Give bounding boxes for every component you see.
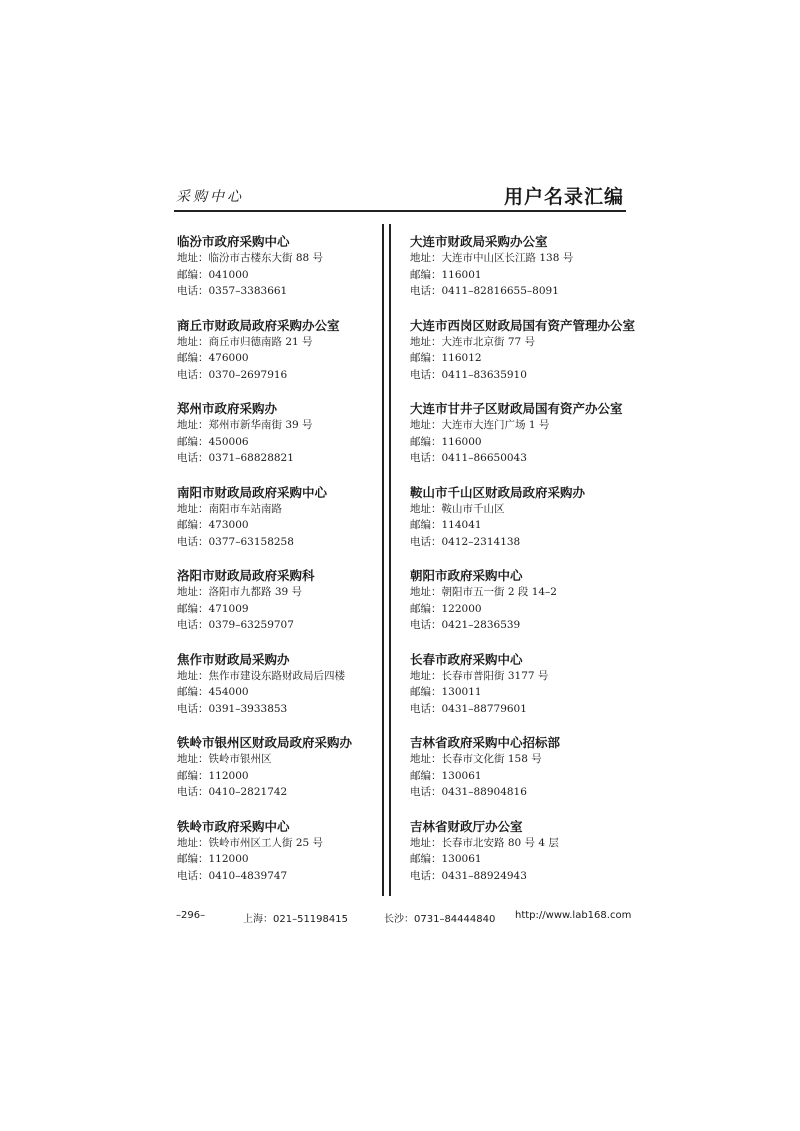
entry-name: 郑州市政府采购办 bbox=[177, 401, 278, 416]
column-divider bbox=[382, 224, 391, 896]
header-section-title: 采购中心 bbox=[176, 189, 244, 205]
entry-postcode: 邮编：116000 bbox=[410, 435, 482, 448]
directory-entry bbox=[177, 567, 391, 651]
entry-name: 大连市甘井子区财政局国有资产办公室 bbox=[410, 401, 623, 416]
entry-name: 长春市政府采购中心 bbox=[410, 651, 523, 667]
directory-entry bbox=[410, 651, 624, 735]
entry-phone: 电话：0370–2697916 bbox=[177, 368, 288, 381]
right-column bbox=[410, 233, 636, 901]
entry-name: 大连市财政局采购办公室 bbox=[410, 234, 548, 249]
entry-address: 地址：铁岭市银州区 bbox=[177, 753, 272, 765]
entry-postcode: 邮编：130061 bbox=[410, 853, 482, 865]
entry-name: 洛阳市财政局政府采购科 bbox=[177, 568, 315, 583]
entry-postcode: 邮编：041000 bbox=[177, 268, 249, 281]
directory-entry bbox=[410, 400, 624, 484]
entry-phone: 电话：0431–88779601 bbox=[410, 702, 527, 715]
entry-name: 铁岭市银州区财政局政府采购办 bbox=[177, 735, 353, 750]
entry-address: 地址：大连市大连门广场 1 号 bbox=[410, 419, 550, 431]
entry-phone: 电话：0411–83635910 bbox=[410, 368, 527, 381]
entry-name: 鞍山市千山区财政局政府采购办 bbox=[410, 484, 586, 500]
directory-entry bbox=[410, 317, 636, 401]
entry-address: 地址：长春市普阳街 3177 号 bbox=[410, 669, 549, 682]
entry-address: 地址：长春市北安路 80 号 4 层 bbox=[410, 836, 559, 849]
page-number: –296– bbox=[176, 910, 206, 921]
entry-postcode: 邮编：450006 bbox=[177, 435, 249, 448]
entry-name: 焦作市财政局采购办 bbox=[177, 651, 290, 667]
header-book-title: 用户名录汇编 bbox=[503, 186, 624, 208]
directory-entry bbox=[410, 484, 624, 568]
directory-entry bbox=[177, 400, 391, 484]
entry-address: 地址：临汾市古楼东大街 88 号 bbox=[177, 252, 324, 264]
entry-address: 地址：南阳市车站南路 bbox=[177, 502, 282, 515]
entry-phone: 电话：0411–86650043 bbox=[410, 452, 527, 464]
entry-name: 大连市西岗区财政局国有资产管理办公室 bbox=[410, 317, 636, 333]
directory-entry bbox=[410, 567, 624, 651]
entry-postcode: 邮编：116012 bbox=[410, 352, 482, 364]
entry-name: 临汾市政府采购中心 bbox=[177, 234, 290, 249]
entry-name: 吉林省政府采购中心招标部 bbox=[410, 735, 561, 750]
entry-postcode: 邮编：454000 bbox=[177, 686, 249, 698]
entry-phone: 电话：0431–88924943 bbox=[410, 869, 527, 882]
directory-entry bbox=[410, 734, 624, 818]
entry-address: 地址：焦作市建设东路财政局后四楼 bbox=[177, 669, 345, 682]
left-column bbox=[177, 233, 391, 901]
entry-postcode: 邮编：114041 bbox=[410, 519, 482, 531]
entry-address: 地址：长春市文化街 158 号 bbox=[410, 753, 542, 765]
entry-name: 南阳市财政局政府采购中心 bbox=[177, 484, 328, 500]
entry-postcode: 邮编：471009 bbox=[177, 602, 249, 615]
entry-address: 地址：商丘市归德南路 21 号 bbox=[177, 335, 313, 348]
entry-phone: 电话：0410–4839747 bbox=[177, 869, 288, 882]
entry-name: 朝阳市政府采购中心 bbox=[410, 568, 523, 583]
entry-address: 地址：大连市中山区长江路 138 号 bbox=[410, 252, 574, 264]
entry-postcode: 邮编：112000 bbox=[177, 853, 249, 865]
entry-phone: 电话：0391–3933853 bbox=[177, 702, 288, 715]
entry-postcode: 邮编：130011 bbox=[410, 686, 482, 698]
directory-entry bbox=[410, 233, 624, 317]
entry-postcode: 邮编：130061 bbox=[410, 769, 482, 782]
entry-address: 地址：铁岭市州区工人街 25 号 bbox=[177, 836, 324, 849]
header-rule bbox=[174, 210, 626, 212]
entry-postcode: 邮编：473000 bbox=[177, 519, 249, 531]
entry-postcode: 邮编：116001 bbox=[410, 268, 482, 281]
directory-entry bbox=[177, 651, 391, 735]
entry-postcode: 邮编：122000 bbox=[410, 602, 482, 615]
entry-postcode: 邮编：112000 bbox=[177, 769, 249, 782]
entry-address: 地址：大连市北京街 77 号 bbox=[410, 335, 536, 348]
entry-name: 吉林省财政厅办公室 bbox=[410, 818, 523, 834]
entry-phone: 电话：0410–2821742 bbox=[177, 786, 288, 798]
footer-url: http://www.lab168.com bbox=[515, 910, 632, 921]
entry-phone: 电话：0431–88904816 bbox=[410, 786, 527, 798]
entry-name: 铁岭市政府采购中心 bbox=[177, 818, 290, 834]
entry-phone: 电话：0411–82816655–8091 bbox=[410, 285, 559, 297]
directory-entry bbox=[177, 233, 391, 317]
directory-entry bbox=[177, 734, 391, 818]
footer-shanghai-phone: 上海：021–51198415 bbox=[243, 914, 348, 925]
entry-phone: 电话：0412–2314138 bbox=[410, 535, 521, 548]
entry-address: 地址：洛阳市九都路 39 号 bbox=[177, 586, 303, 598]
directory-entry bbox=[177, 484, 391, 568]
entry-phone: 电话：0377–63158258 bbox=[177, 535, 294, 548]
entry-address: 地址：郑州市新华南街 39 号 bbox=[177, 419, 313, 431]
entry-address: 地址：朝阳市五一街 2 段 14–2 bbox=[410, 586, 557, 598]
entry-phone: 电话：0379–63259707 bbox=[177, 619, 294, 631]
directory-entry bbox=[177, 317, 391, 401]
footer-changsha-phone: 长沙：0731–84444840 bbox=[384, 914, 496, 925]
entry-postcode: 邮编：476000 bbox=[177, 352, 249, 364]
directory-entry bbox=[177, 818, 391, 902]
entry-phone: 电话：0357–3383661 bbox=[177, 285, 288, 297]
directory-entry bbox=[410, 818, 624, 902]
entry-phone: 电话：0371–68828821 bbox=[177, 452, 294, 464]
entry-address: 地址：鞍山市千山区 bbox=[410, 502, 505, 515]
entry-phone: 电话：0421–2836539 bbox=[410, 619, 521, 631]
entry-name: 商丘市财政局政府采购办公室 bbox=[177, 317, 340, 333]
